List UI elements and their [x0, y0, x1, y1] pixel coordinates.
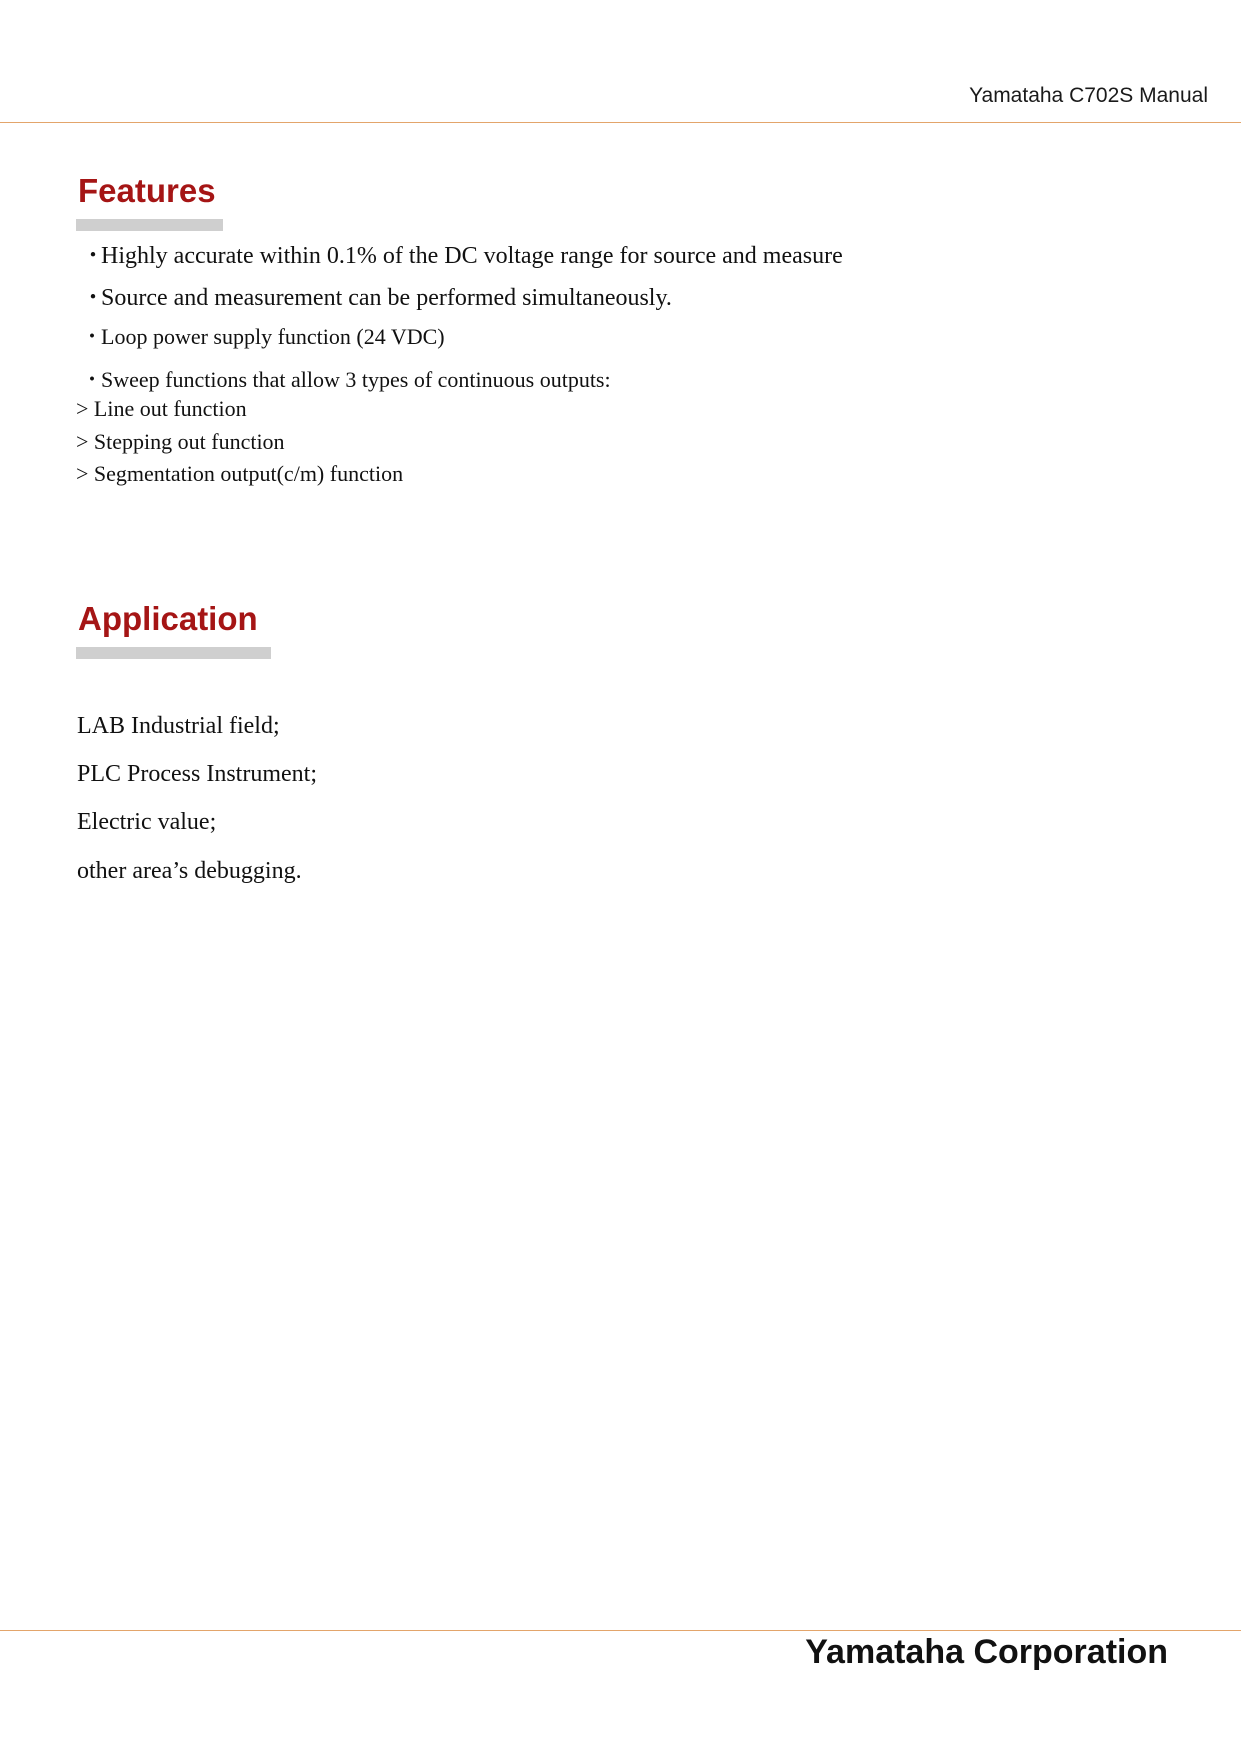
bullet-icon: ・ — [81, 285, 105, 311]
application-item: LAB Industrial field; — [77, 713, 280, 739]
application-heading: Application — [78, 600, 258, 637]
feature-sub-item: > Line out function — [76, 396, 247, 421]
feature-sub-item: > Stepping out function — [76, 429, 285, 454]
feature-item — [76, 277, 672, 312]
feature-sub-item: > Segmentation output(c/m) function — [76, 461, 404, 486]
features-heading: Features — [78, 172, 216, 209]
bullet-icon: ・ — [81, 367, 104, 392]
application-item: PLC Process Instrument; — [77, 761, 317, 787]
features-heading-underline — [76, 219, 223, 231]
bullet-icon: ・ — [81, 243, 105, 269]
application-heading-underline — [76, 647, 271, 659]
footer-company-name: Yamataha Corporation — [805, 1633, 1168, 1671]
document-header-title: Yamataha C702S Manual — [969, 84, 1208, 107]
feature-text: Loop power supply function (24 VDC) — [101, 324, 445, 349]
application-item: other area’s debugging. — [77, 858, 302, 884]
feature-item — [76, 363, 611, 394]
feature-text: Source and measurement can be performed simultaneously. — [101, 285, 672, 311]
bullet-icon: ・ — [81, 324, 104, 349]
header-divider — [0, 122, 1241, 123]
feature-item — [76, 320, 445, 351]
feature-text: Highly accurate within 0.1% of the DC voltage range for source and measure — [101, 243, 843, 269]
feature-text: Sweep functions that allow 3 types of continuous outputs: — [101, 367, 611, 392]
application-item: Electric value; — [77, 809, 217, 835]
feature-item — [76, 235, 843, 270]
